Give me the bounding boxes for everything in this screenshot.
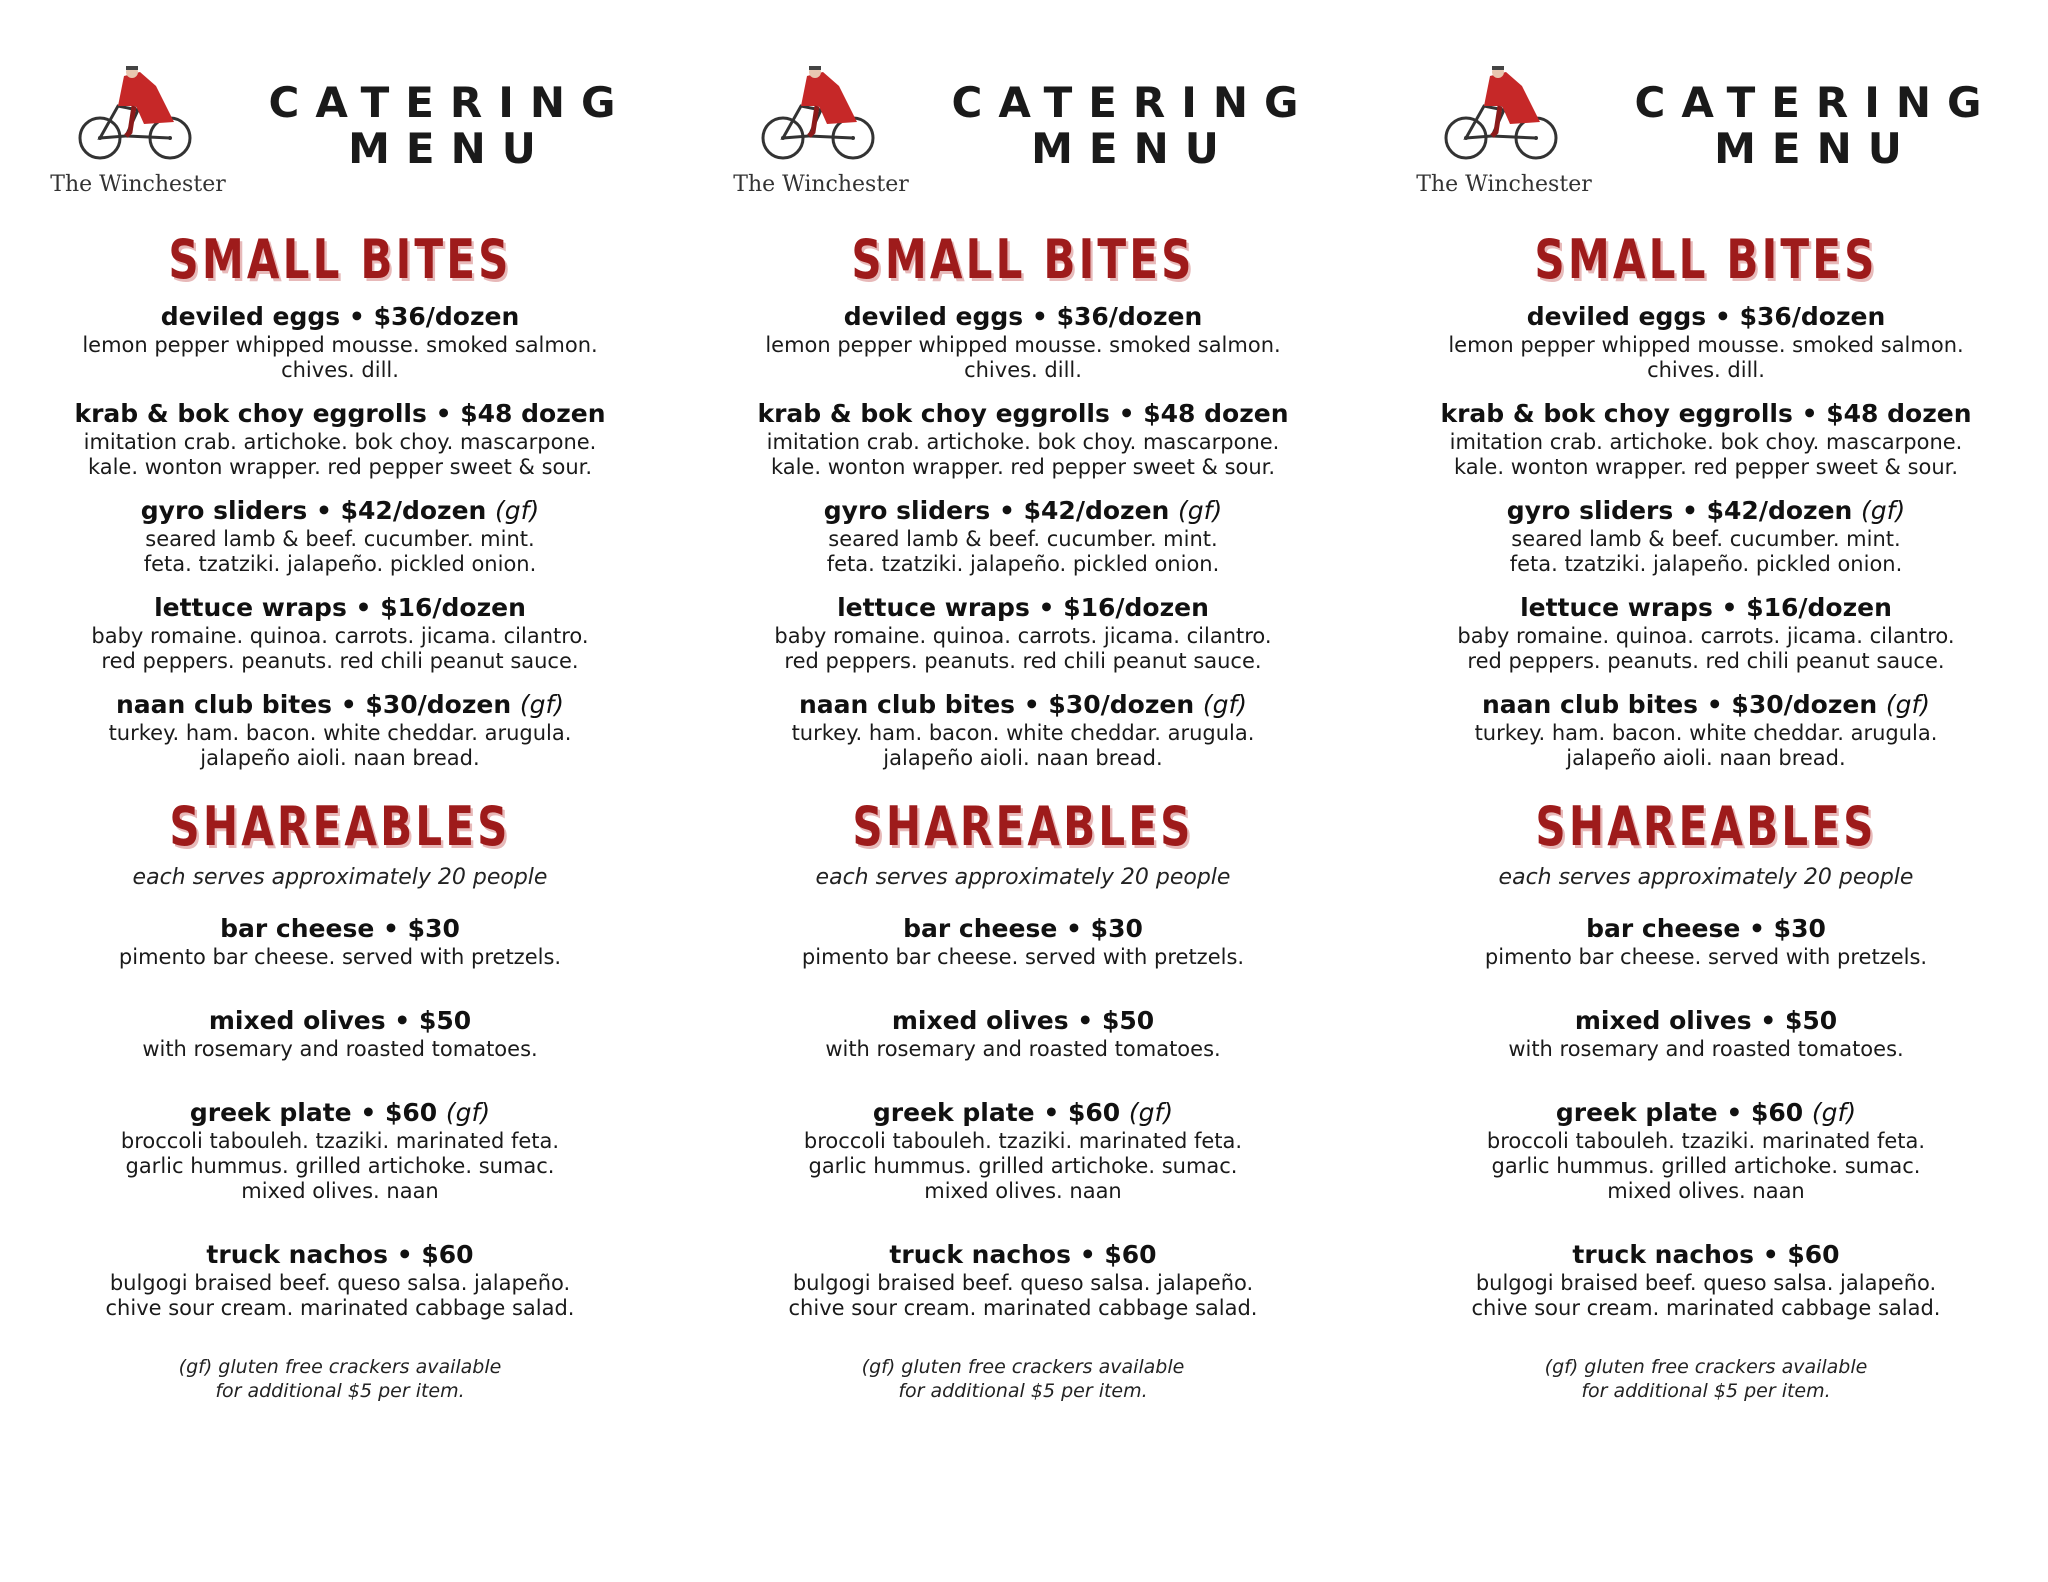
menu-item (743, 591, 1303, 674)
menu-item (743, 494, 1303, 577)
menu-item-title: gyro sliders • $42/dozen (gf) (823, 496, 1223, 525)
gluten-free-tag: (gf) (1202, 690, 1248, 719)
gluten-free-tag: (gf) (1811, 1098, 1857, 1127)
gluten-free-footnote: (gf) gluten free crackers available for additional $5 per item. (178, 1356, 502, 1402)
menu-item (60, 494, 620, 577)
menu-item-description: with rosemary and roasted tomatoes. (1508, 1037, 1904, 1061)
brand-name: The Winchester (1416, 172, 1592, 197)
menu-item (60, 1004, 620, 1062)
menu-item-description: with rosemary and roasted tomatoes. (142, 1037, 538, 1061)
menu-item (1426, 688, 1986, 771)
menu-item (60, 1238, 620, 1321)
menu-item-title: bar cheese • $30 (903, 914, 1143, 943)
menu-item (60, 688, 620, 771)
page-title (250, 80, 650, 172)
menu-item (1426, 300, 1986, 383)
menu-item-title: naan club bites • $30/dozen (gf) (798, 690, 1248, 719)
menu-item-description: lemon pepper whipped mousse. smoked salmon. chives. dill. (1448, 333, 1964, 382)
menu-panel (683, 0, 1365, 1582)
menu-item-description: baby romaine. quinoa. carrots. jicama. cilantro. red peppers. peanuts. red chili peanut sauce. (91, 624, 589, 673)
menu-item (743, 1238, 1303, 1321)
title-line: CATERING (268, 78, 632, 127)
menu-item-title: naan club bites • $30/dozen (gf) (1481, 690, 1931, 719)
menu-item-description: lemon pepper whipped mousse. smoked salmon. chives. dill. (82, 333, 598, 382)
brand-logo (48, 66, 228, 206)
menu-item-title: greek plate • $60 (gf) (189, 1098, 491, 1127)
gluten-free-tag: (gf) (519, 690, 565, 719)
menu-item (1426, 1096, 1986, 1204)
menu-item-description: imitation crab. artichoke. bok choy. mascarpone. kale. wonton wrapper. red pepper sweet & sour. (83, 430, 597, 479)
menu-item-title: bar cheese • $30 (1586, 914, 1826, 943)
menu-item (743, 912, 1303, 970)
title-line: MENU (1031, 124, 1235, 173)
title-line: CATERING (1634, 78, 1998, 127)
gluten-free-footnote: (gf) gluten free crackers available for additional $5 per item. (1544, 1356, 1868, 1402)
gluten-free-tag: (gf) (495, 496, 540, 525)
page-title (933, 80, 1333, 172)
menu-item (1426, 1238, 1986, 1321)
menu-item-title: gyro sliders • $42/dozen (gf) (140, 496, 540, 525)
menu-item (743, 688, 1303, 771)
section-heading-shareables: SHAREABLES (1535, 795, 1877, 858)
menu-item (60, 300, 620, 383)
menu-item (1426, 591, 1986, 674)
brand-logo (731, 66, 911, 206)
section-note: each serves approximately 20 people (132, 865, 548, 890)
menu-item-description: seared lamb & beef. cucumber. mint. feta. tzatziki. jalapeño. pickled onion. (826, 527, 1220, 576)
menu-item (60, 912, 620, 970)
menu-item-description: pimento bar cheese. served with pretzels. (118, 945, 562, 969)
menu-item-title: naan club bites • $30/dozen (gf) (115, 690, 565, 719)
section-heading-small-bites: SMALL BITES (1534, 228, 1878, 291)
menu-item-title: krab & bok choy eggrolls • $48 dozen (757, 399, 1289, 428)
menu-item-description: turkey. ham. bacon. white cheddar. arugula. jalapeño aioli. naan bread. (791, 721, 1255, 770)
menu-content (60, 230, 620, 1403)
brand-name: The Winchester (733, 172, 909, 197)
menu-item-title: greek plate • $60 (gf) (872, 1098, 1174, 1127)
menu-item-title: mixed olives • $50 (208, 1006, 472, 1035)
menu-item-title: lettuce wraps • $16/dozen (1520, 593, 1892, 622)
brand-name: The Winchester (50, 172, 226, 197)
section-note: each serves approximately 20 people (815, 865, 1231, 890)
menu-item-description: imitation crab. artichoke. bok choy. mascarpone. kale. wonton wrapper. red pepper sweet & sour. (766, 430, 1280, 479)
gluten-free-footnote: (gf) gluten free crackers available for additional $5 per item. (861, 1356, 1185, 1402)
menu-item-title: truck nachos • $60 (1572, 1240, 1840, 1269)
menu-item-title: krab & bok choy eggrolls • $48 dozen (1440, 399, 1972, 428)
gluten-free-tag: (gf) (1861, 496, 1906, 525)
menu-item-title: greek plate • $60 (gf) (1555, 1098, 1857, 1127)
menu-item-title: truck nachos • $60 (206, 1240, 474, 1269)
menu-item (743, 1004, 1303, 1062)
menu-item (60, 1096, 620, 1204)
gluten-free-tag: (gf) (1128, 1098, 1174, 1127)
cyclist-logo-icon (761, 66, 881, 166)
section-heading-shareables: SHAREABLES (852, 795, 1194, 858)
menu-item-description: turkey. ham. bacon. white cheddar. arugula. jalapeño aioli. naan bread. (1474, 721, 1938, 770)
menu-item-title: deviled eggs • $36/dozen (160, 302, 520, 331)
menu-item-description: pimento bar cheese. served with pretzels. (1484, 945, 1928, 969)
menu-item-title: deviled eggs • $36/dozen (843, 302, 1203, 331)
menu-item (743, 1096, 1303, 1204)
menu-item-title: gyro sliders • $42/dozen (gf) (1506, 496, 1906, 525)
menu-item-title: bar cheese • $30 (220, 914, 460, 943)
menu-item-description: bulgogi braised beef. queso salsa. jalapeño. chive sour cream. marinated cabbage salad. (788, 1271, 1258, 1320)
section-heading-small-bites: SMALL BITES (851, 228, 1195, 291)
menu-item-title: truck nachos • $60 (889, 1240, 1157, 1269)
menu-item-description: imitation crab. artichoke. bok choy. mascarpone. kale. wonton wrapper. red pepper sweet & sour. (1449, 430, 1963, 479)
menu-item (60, 591, 620, 674)
brand-logo (1414, 66, 1594, 206)
section-heading-small-bites: SMALL BITES (168, 228, 512, 291)
gluten-free-tag: (gf) (445, 1098, 491, 1127)
menu-item-description: broccoli tabouleh. tzaziki. marinated feta. garlic hummus. grilled artichoke. sumac. mixed olives. naan (1486, 1129, 1926, 1203)
menu-panel (1366, 0, 2048, 1582)
menu-item (743, 397, 1303, 480)
menu-item-description: seared lamb & beef. cucumber. mint. feta. tzatziki. jalapeño. pickled onion. (1509, 527, 1903, 576)
section-note: each serves approximately 20 people (1498, 865, 1914, 890)
menu-item-title: lettuce wraps • $16/dozen (154, 593, 526, 622)
menu-item-title: krab & bok choy eggrolls • $48 dozen (74, 399, 606, 428)
menu-item-description: seared lamb & beef. cucumber. mint. feta. tzatziki. jalapeño. pickled onion. (143, 527, 537, 576)
menu-item-title: mixed olives • $50 (891, 1006, 1155, 1035)
menu-item (60, 397, 620, 480)
cyclist-logo-icon (78, 66, 198, 166)
title-line: MENU (1714, 124, 1918, 173)
gluten-free-tag: (gf) (1885, 690, 1931, 719)
menu-item-description: turkey. ham. bacon. white cheddar. arugula. jalapeño aioli. naan bread. (108, 721, 572, 770)
menu-item-description: with rosemary and roasted tomatoes. (825, 1037, 1221, 1061)
menu-panel (0, 0, 682, 1582)
menu-item-description: bulgogi braised beef. queso salsa. jalapeño. chive sour cream. marinated cabbage salad. (105, 1271, 575, 1320)
menu-item-description: bulgogi braised beef. queso salsa. jalapeño. chive sour cream. marinated cabbage salad. (1471, 1271, 1941, 1320)
menu-content (743, 230, 1303, 1403)
menu-item-title: mixed olives • $50 (1574, 1006, 1838, 1035)
section-heading-shareables: SHAREABLES (169, 795, 511, 858)
menu-item-description: lemon pepper whipped mousse. smoked salmon. chives. dill. (765, 333, 1281, 382)
menu-item (1426, 494, 1986, 577)
page-title (1616, 80, 2016, 172)
menu-item-description: broccoli tabouleh. tzaziki. marinated feta. garlic hummus. grilled artichoke. sumac. mixed olives. naan (120, 1129, 560, 1203)
menu-item-title: lettuce wraps • $16/dozen (837, 593, 1209, 622)
menu-item (1426, 912, 1986, 970)
menu-item (1426, 397, 1986, 480)
menu-item-title: deviled eggs • $36/dozen (1526, 302, 1886, 331)
title-line: CATERING (951, 78, 1315, 127)
menu-item-description: baby romaine. quinoa. carrots. jicama. cilantro. red peppers. peanuts. red chili peanut sauce. (1457, 624, 1955, 673)
menu-item-description: broccoli tabouleh. tzaziki. marinated feta. garlic hummus. grilled artichoke. sumac. mixed olives. naan (803, 1129, 1243, 1203)
menu-item (1426, 1004, 1986, 1062)
menu-item-description: pimento bar cheese. served with pretzels. (801, 945, 1245, 969)
title-line: MENU (348, 124, 552, 173)
menu-item-description: baby romaine. quinoa. carrots. jicama. cilantro. red peppers. peanuts. red chili peanut sauce. (774, 624, 1272, 673)
menu-item (743, 300, 1303, 383)
menu-content (1426, 230, 1986, 1403)
gluten-free-tag: (gf) (1178, 496, 1223, 525)
cyclist-logo-icon (1444, 66, 1564, 166)
